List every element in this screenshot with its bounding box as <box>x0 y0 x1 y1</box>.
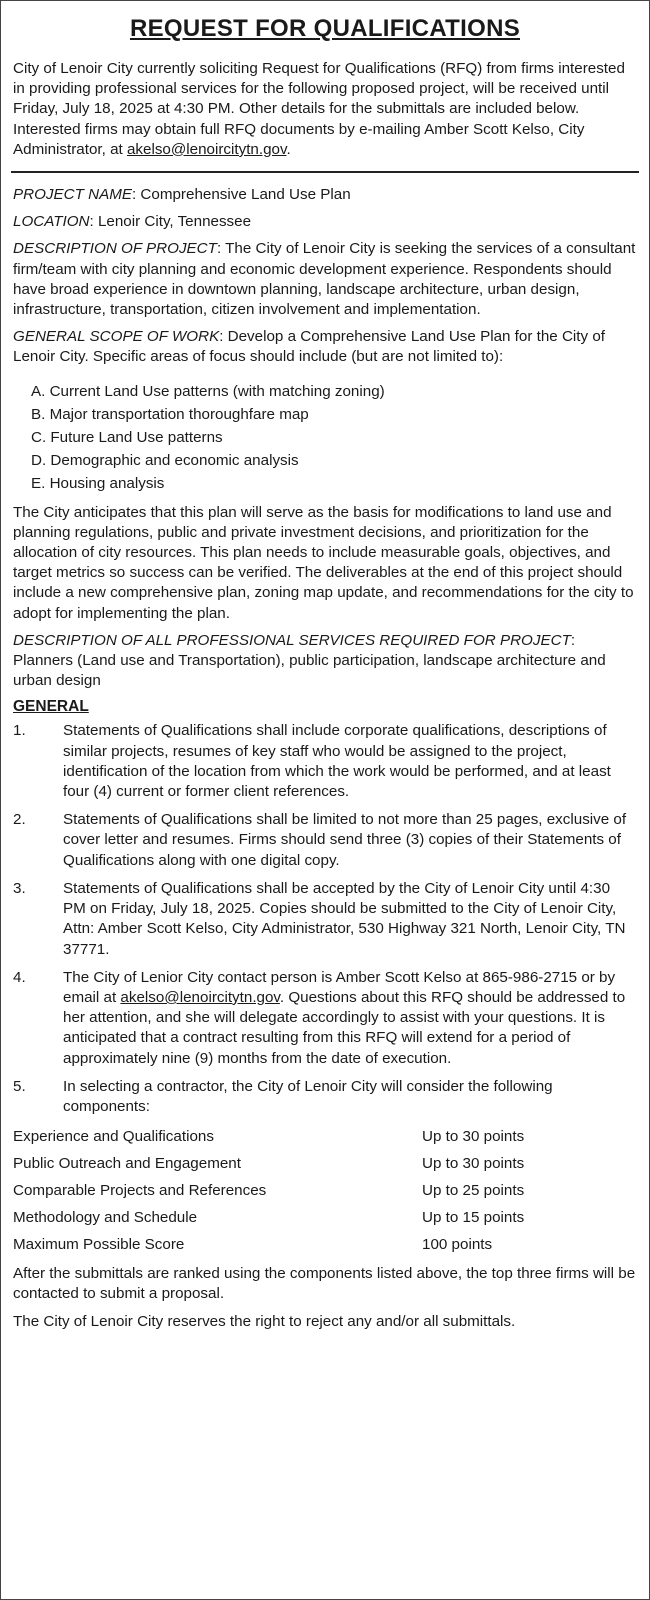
list-item: B. Major transportation thoroughfare map <box>31 405 309 423</box>
closing-paragraph: After the submittals are ranked using the components listed above, the top three firms will be contacted to submit a proposal. <box>13 1265 636 1303</box>
table-row <box>13 1206 637 1233</box>
list-item <box>13 879 637 960</box>
project-name-value: : Comprehensive Land Use Plan <box>131 186 351 204</box>
score-component: Comparable Projects and References <box>13 1182 267 1200</box>
location-value: : Lenoir City, Tennessee <box>89 213 252 231</box>
score-points: Up to 30 points <box>422 1128 525 1146</box>
item-number: 3. <box>13 879 26 897</box>
list-item: A. Current Land Use patterns (with matching zoning) <box>31 382 385 400</box>
score-component: Methodology and Schedule <box>13 1209 198 1227</box>
intro-text: City of Lenoir City currently soliciting Request for Qualifications (RFQ) from firms interested in providing professional services for the following proposed project, will be received until Friday, July 18, 2025 at 4:30 PM. Other details for the submittals are included below. Interested firms may obtain full RFQ documents by e-mailing Amber Scott Kelso, City Administrator, at <box>13 60 625 158</box>
list-item: E. Housing analysis <box>31 474 165 492</box>
scoring-table <box>13 1125 637 1260</box>
list-item: D. Demographic and economic analysis <box>31 451 299 469</box>
score-component: Public Outreach and Engagement <box>13 1155 241 1173</box>
divider <box>11 171 639 173</box>
services-value: : Planners (Land use and Transportation), public participation, landscape architecture and urban design <box>13 631 606 690</box>
item-number: 2. <box>13 811 26 829</box>
score-component: Experience and Qualifications <box>13 1128 214 1146</box>
item-text <box>63 968 637 1069</box>
description-value: : The City of Lenoir City is seeking the services of a consultant firm/team with city planning and economic development experience. Respondents should have broad experience in downtown planning, landscape architecture, urban design, infrastructure, transportation, citizen involvement and implementation. <box>13 240 636 319</box>
project-location <box>13 212 637 232</box>
item-number: 4. <box>13 968 26 986</box>
item-text: Statements of Qualifications shall be accepted by the City of Lenoir City until 4:30 PM on Friday, July 18, 2025. Copies should be submitted to the City of Lenoir City, Attn: Amber Scott Kelso, City Administrator, 530 Highway 321 North, Lenoir City, TN 37771. <box>63 879 626 958</box>
description-label: DESCRIPTION OF PROJECT <box>13 240 217 258</box>
page-title: REQUEST FOR QUALIFICATIONS <box>129 15 521 42</box>
anticipation-paragraph: The City anticipates that this plan will serve as the basis for modifications to land use and planning regulations, public and private investment decisions, and prioritization for the allocation of city resources. This plan needs to include measurable goals, objectives, and target metrics so success can be verified. The deliverables at the end of this project should include a new comprehensive plan, zoning map update, and recommendations for the city to adopt for implementing the plan. <box>13 503 634 622</box>
scope-value: : Develop a Comprehensive Land Use Plan for the City of Lenoir City. Specific areas of focus should include (but are not limited to): <box>13 328 606 366</box>
list-item: C. Future Land Use patterns <box>31 428 223 446</box>
intro-text-end: . <box>286 140 291 158</box>
item-text: In selecting a contractor, the City of Lenoir City will consider the following components: <box>63 1077 553 1115</box>
services-required <box>13 631 637 692</box>
score-points: Up to 15 points <box>422 1209 525 1227</box>
scope-of-work <box>13 327 637 367</box>
project-name <box>13 185 637 205</box>
list-item <box>13 1077 637 1117</box>
email-link[interactable]: akelso@lenoircitytn.gov <box>120 988 280 1006</box>
closing-paragraph: The City of Lenoir City reserves the right to reject any and/or all submittals. <box>13 1312 516 1330</box>
email-link[interactable]: akelso@lenoircitytn.gov <box>126 140 287 158</box>
item-number: 5. <box>13 1077 26 1095</box>
item-text: Statements of Qualifications shall be limited to not more than 25 pages, exclusive of cover letter and resumes. Firms should send three (3) copies of their Statements of Qualifications along with one digital copy. <box>63 811 627 869</box>
table-row <box>13 1233 637 1260</box>
services-label: DESCRIPTION OF ALL PROFESSIONAL SERVICES REQUIRED FOR PROJECT <box>13 631 571 649</box>
table-row <box>13 1152 637 1179</box>
table-row <box>13 1125 637 1152</box>
item-number: 1. <box>13 722 26 740</box>
score-component: Maximum Possible Score <box>13 1236 185 1254</box>
score-points: Up to 30 points <box>422 1155 525 1173</box>
project-name-label: PROJECT NAME <box>13 186 132 204</box>
location-label: LOCATION <box>13 213 90 231</box>
general-heading: GENERAL <box>13 698 89 716</box>
item-text: Statements of Qualifications shall include corporate qualifications, descriptions of similar projects, resumes of key staff who would be assigned to the project, identification of the location from which the work would be performed, and at least four (4) current or former client references. <box>63 722 611 801</box>
item-text-start: The City of Lenior City contact person is Amber Scott Kelso at 865-986-2715 or by email at <box>63 968 616 1006</box>
scope-label: GENERAL SCOPE OF WORK <box>13 328 220 346</box>
project-description <box>13 239 637 320</box>
item-text-end: . Questions about this RFQ should be addressed to her attention, and she will delegate accordingly to assist with your questions. It is anticipated that a contract resulting from this RFQ will extend for a period of approximately nine (9) months from the date of execution. <box>63 988 626 1067</box>
list-item <box>13 721 637 802</box>
intro-paragraph <box>13 59 637 160</box>
list-item <box>13 810 637 871</box>
table-row <box>13 1179 637 1206</box>
score-points: 100 points <box>422 1236 493 1254</box>
score-points: Up to 25 points <box>422 1182 525 1200</box>
scope-list <box>13 380 637 495</box>
list-item <box>13 968 637 1069</box>
